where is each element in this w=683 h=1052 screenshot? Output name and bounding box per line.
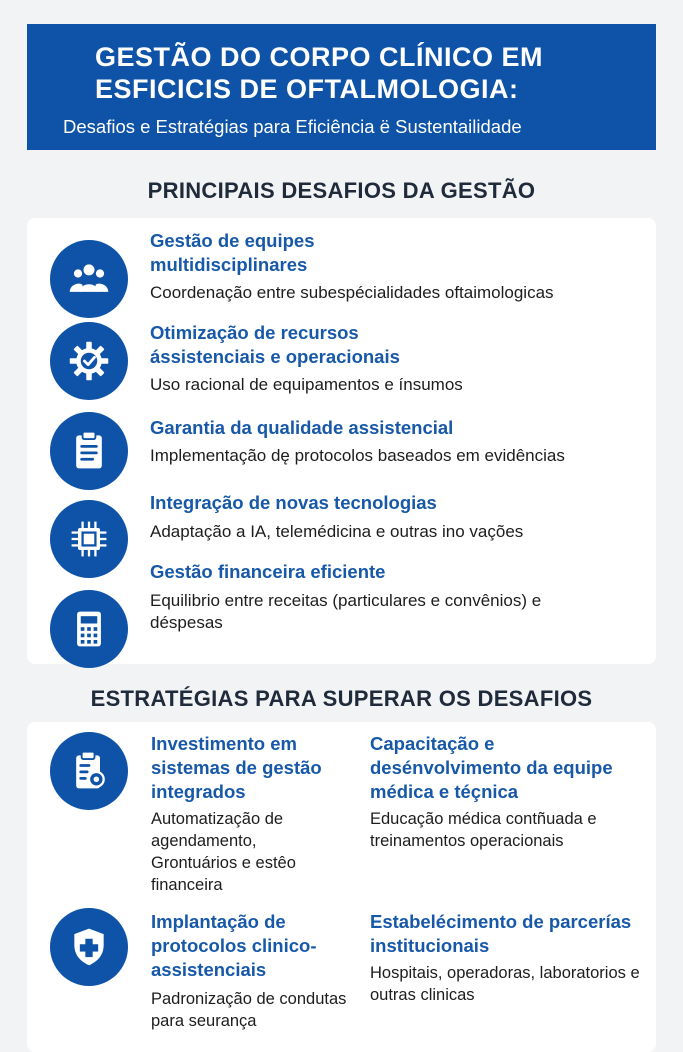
clipboard-gear-icon (50, 732, 128, 810)
challenge-desc-1: Coordenação entre subespécialidades oftaimologicas (150, 283, 554, 302)
strategy-title-4: Estabelécimento de parcerías institucionais (370, 911, 632, 956)
strategy-title-2: Capacitação e desénvolvimento da equipe médica e téçnica (370, 733, 613, 802)
challenge-title-4: Integração de novas tecnologias (150, 492, 437, 513)
challenge-desc-4: Adaptação a IA, telemédicina e outras ino vações (150, 522, 524, 541)
strategy-title-3: Implantação de protocolos clinico-assistenciais (151, 911, 317, 980)
challenges-heading: PRINCIPAIS DESAFIOS DA GESTÃO (147, 178, 536, 203)
page-subtitle: Desafios e Estratégias para Eficiência ë Sustentailidade (63, 116, 522, 137)
shield-cross-icon (50, 908, 128, 986)
challenge-desc-5: Equilibrio entre receitas (particulares e convênios) e déspesas (150, 591, 542, 632)
chip-icon (50, 500, 128, 578)
team-icon (50, 240, 128, 318)
gear-check-icon (50, 322, 128, 400)
strategies-card (27, 722, 656, 1052)
calculator-icon (50, 590, 128, 668)
challenge-title-3: Garantia da qualidade assistencial (150, 417, 454, 438)
strategy-desc-2: Educação médica contñuada e treinamentos operacionais (370, 810, 597, 850)
challenge-desc-2: Uso racional de equipamentos e ínsumos (150, 375, 463, 394)
strategy-title-1: Investimento em sistemas de gestão integrados (151, 733, 322, 802)
header-banner (27, 24, 656, 150)
page-title-line1: GESTÃO DO CORPO CLÍNICO EM (95, 42, 544, 72)
challenge-title-5: Gestão financeira eficiente (150, 561, 386, 582)
page-title-line2: ESFICICIS DE OFTALMOLOGIA: (95, 74, 519, 104)
strategy-desc-1: Automatização de agendamento, Grontuários e estêo financeira (151, 810, 296, 894)
challenge-desc-3: Implementação dę protocolos baseados em evidências (150, 446, 565, 465)
strategy-desc-3: Padronização de condutas para seurança (151, 990, 347, 1030)
challenge-title-2: Otimização de recursos ássistenciais e operacionais (150, 322, 400, 367)
strategy-desc-4: Hospitais, operadoras, laboratorios e outras clinicas (370, 964, 640, 1004)
strategies-heading: ESTRATÉGIAS PARA SUPERAR OS DESAFIOS (90, 686, 593, 711)
challenge-title-1: Gestão de equipes multidisciplinares (150, 230, 315, 275)
challenges-card (27, 218, 656, 664)
clipboard-icon (50, 412, 128, 490)
